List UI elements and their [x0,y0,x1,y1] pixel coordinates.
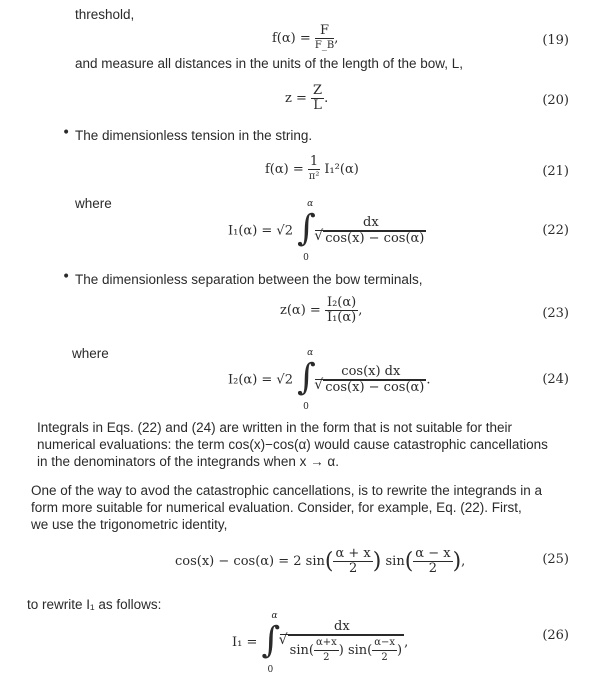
eq26-den-arg-b [372,636,397,665]
eq22-fraction [315,216,426,246]
eq24-upper: α [307,348,314,358]
paragraph-2-line-2: form more suitable for numerical evaluation. Consider, for example, Eq. (22). First, [31,500,522,515]
eq19-tail: , [334,31,339,46]
eq25-number: (25) [542,552,569,567]
eq22-number: (22) [542,223,569,238]
eq21-fraction [308,155,320,184]
eq20-tail: . [324,91,329,106]
eq19-lhs: f(α) = [272,31,311,46]
eq21-num: 1 [309,154,319,169]
paragraph-1-line-2: numerical evaluations: the term cos(x)−cos(α) would cause catastrophic cancellations [37,437,548,452]
eq19-den: F_B [314,40,335,51]
paragraph-1-line-3: in the denominators of the integrands when x → α. [37,454,339,469]
eq25-arg1-den: 2 [348,561,358,576]
paragraph-1-line-1: Integrals in Eqs. (22) and (24) are written in the form that is not suitable for their [37,420,512,435]
eq23-den: I₁(α) [326,310,357,325]
eq22-num: dx [315,216,426,231]
eq23-num: I₂(α) [326,295,357,310]
eq24-lhs: I₂(α) = √2 [228,372,293,388]
paragraph-2 [31,482,542,533]
eq26-number: (26) [542,628,569,643]
equation-20 [285,84,328,113]
eq26-den-sin-b: sin [347,643,368,658]
eq20-fraction [311,84,324,113]
eq26-den-arg-a-den: 2 [323,652,330,663]
text-measure: and measure all distances in the units of the length of the bow, L, [75,56,463,71]
equation-22 [228,199,426,263]
eq25-arg2-den: 2 [428,561,438,576]
eq26-den-arg-b-num: α−x [372,636,397,651]
eq26-den: √ sin( $\frac{\alpha+x}{2}$ ) sin( $\frac{\alpha-x}{2}$ ) [288,635,404,665]
eq19-number: (19) [542,33,569,48]
eq25-arg2 [413,547,452,576]
eq21-lhs: f(α) = [265,162,304,177]
eq26-lower: 0 [267,664,274,675]
eq26-upper: α [271,610,278,621]
eq24-den: √ cos(x) − cos(α) [323,380,426,395]
eq21-den: π² [308,171,320,182]
eq25-lhs: cos(x) − cos(α) = 2 sin [175,554,325,569]
eq22-lower: 0 [303,253,309,263]
equation-19 [272,24,338,53]
eq22-integral: ∫ α 0 [297,199,316,263]
eq19-num: F [315,24,334,39]
eq26-num: dx [280,620,404,635]
equation-26 [232,610,409,675]
text-bullet-2: The dimensionless separation between the bow terminals, [75,272,423,287]
eq21-tail: I₁²(α) [324,162,359,177]
equation-23 [280,296,362,325]
eq26-den-arg-a [314,636,339,665]
bullet-1-marker: • [62,125,71,141]
eq25-tail: , [461,554,466,569]
eq26-lhs: I₁ = [232,635,258,650]
eq21-number: (21) [542,164,569,179]
eq26-fraction [280,620,404,665]
eq24-integral: ∫ α 0 [297,348,316,412]
eq20-lhs: z = [285,91,307,106]
eq26-den-arg-b-den: 2 [381,652,388,663]
eq20-den: L [313,98,322,113]
eq24-fraction [315,365,426,395]
bullet-2-marker: • [62,269,71,285]
eq22-lhs: I₁(α) = √2 [228,223,293,239]
text-bullet-1: The dimensionless tension in the string. [75,128,313,143]
eq23-lhs: z(α) = [280,303,321,318]
eq26-den-arg-a-num: α+x [314,636,339,651]
text-threshold: threshold, [75,7,135,22]
eq19-fraction [315,24,334,53]
eq26-tail: , [404,635,409,650]
text-where-1: where [75,196,112,211]
paragraph-2-line-3: we use the trigonometric identity, [31,517,228,532]
eq26-den-sin-a: sin [289,643,309,658]
eq23-number: (23) [542,306,569,321]
eq24-number: (24) [542,372,569,387]
eq25-arg1 [333,547,372,576]
eq25-arg2-num: α − x [415,546,451,561]
equation-24 [228,348,431,412]
eq22-upper: α [307,199,314,209]
equation-21 [265,155,359,184]
equation-25: cos(x) − cos(α) = 2 sin( $\frac{\alpha + x}{2}$ ) sin( $\frac{\alpha - x}{2}$ ), [175,546,466,576]
eq20-number: (20) [542,93,569,108]
eq25-arg1-num: α + x [335,546,371,561]
eq23-fraction [325,296,358,325]
eq22-den: √ cos(x) − cos(α) [323,231,426,246]
text-rewrite: to rewrite I₁ as follows: [27,597,162,612]
paragraph-2-line-1: One of the way to avod the catastrophic cancellations, is to rewrite the integrands in a [31,483,543,498]
eq23-tail: , [358,303,363,318]
eq24-num: cos(x) dx [315,365,426,380]
eq20-num: Z [313,83,323,98]
eq24-lower: 0 [303,402,309,412]
paragraph-1 [37,419,548,470]
eq26-integral: ∫ α 0 [261,610,281,675]
text-where-2: where [72,346,109,361]
eq25-mid: sin [385,554,405,569]
eq24-tail: . [426,372,431,388]
